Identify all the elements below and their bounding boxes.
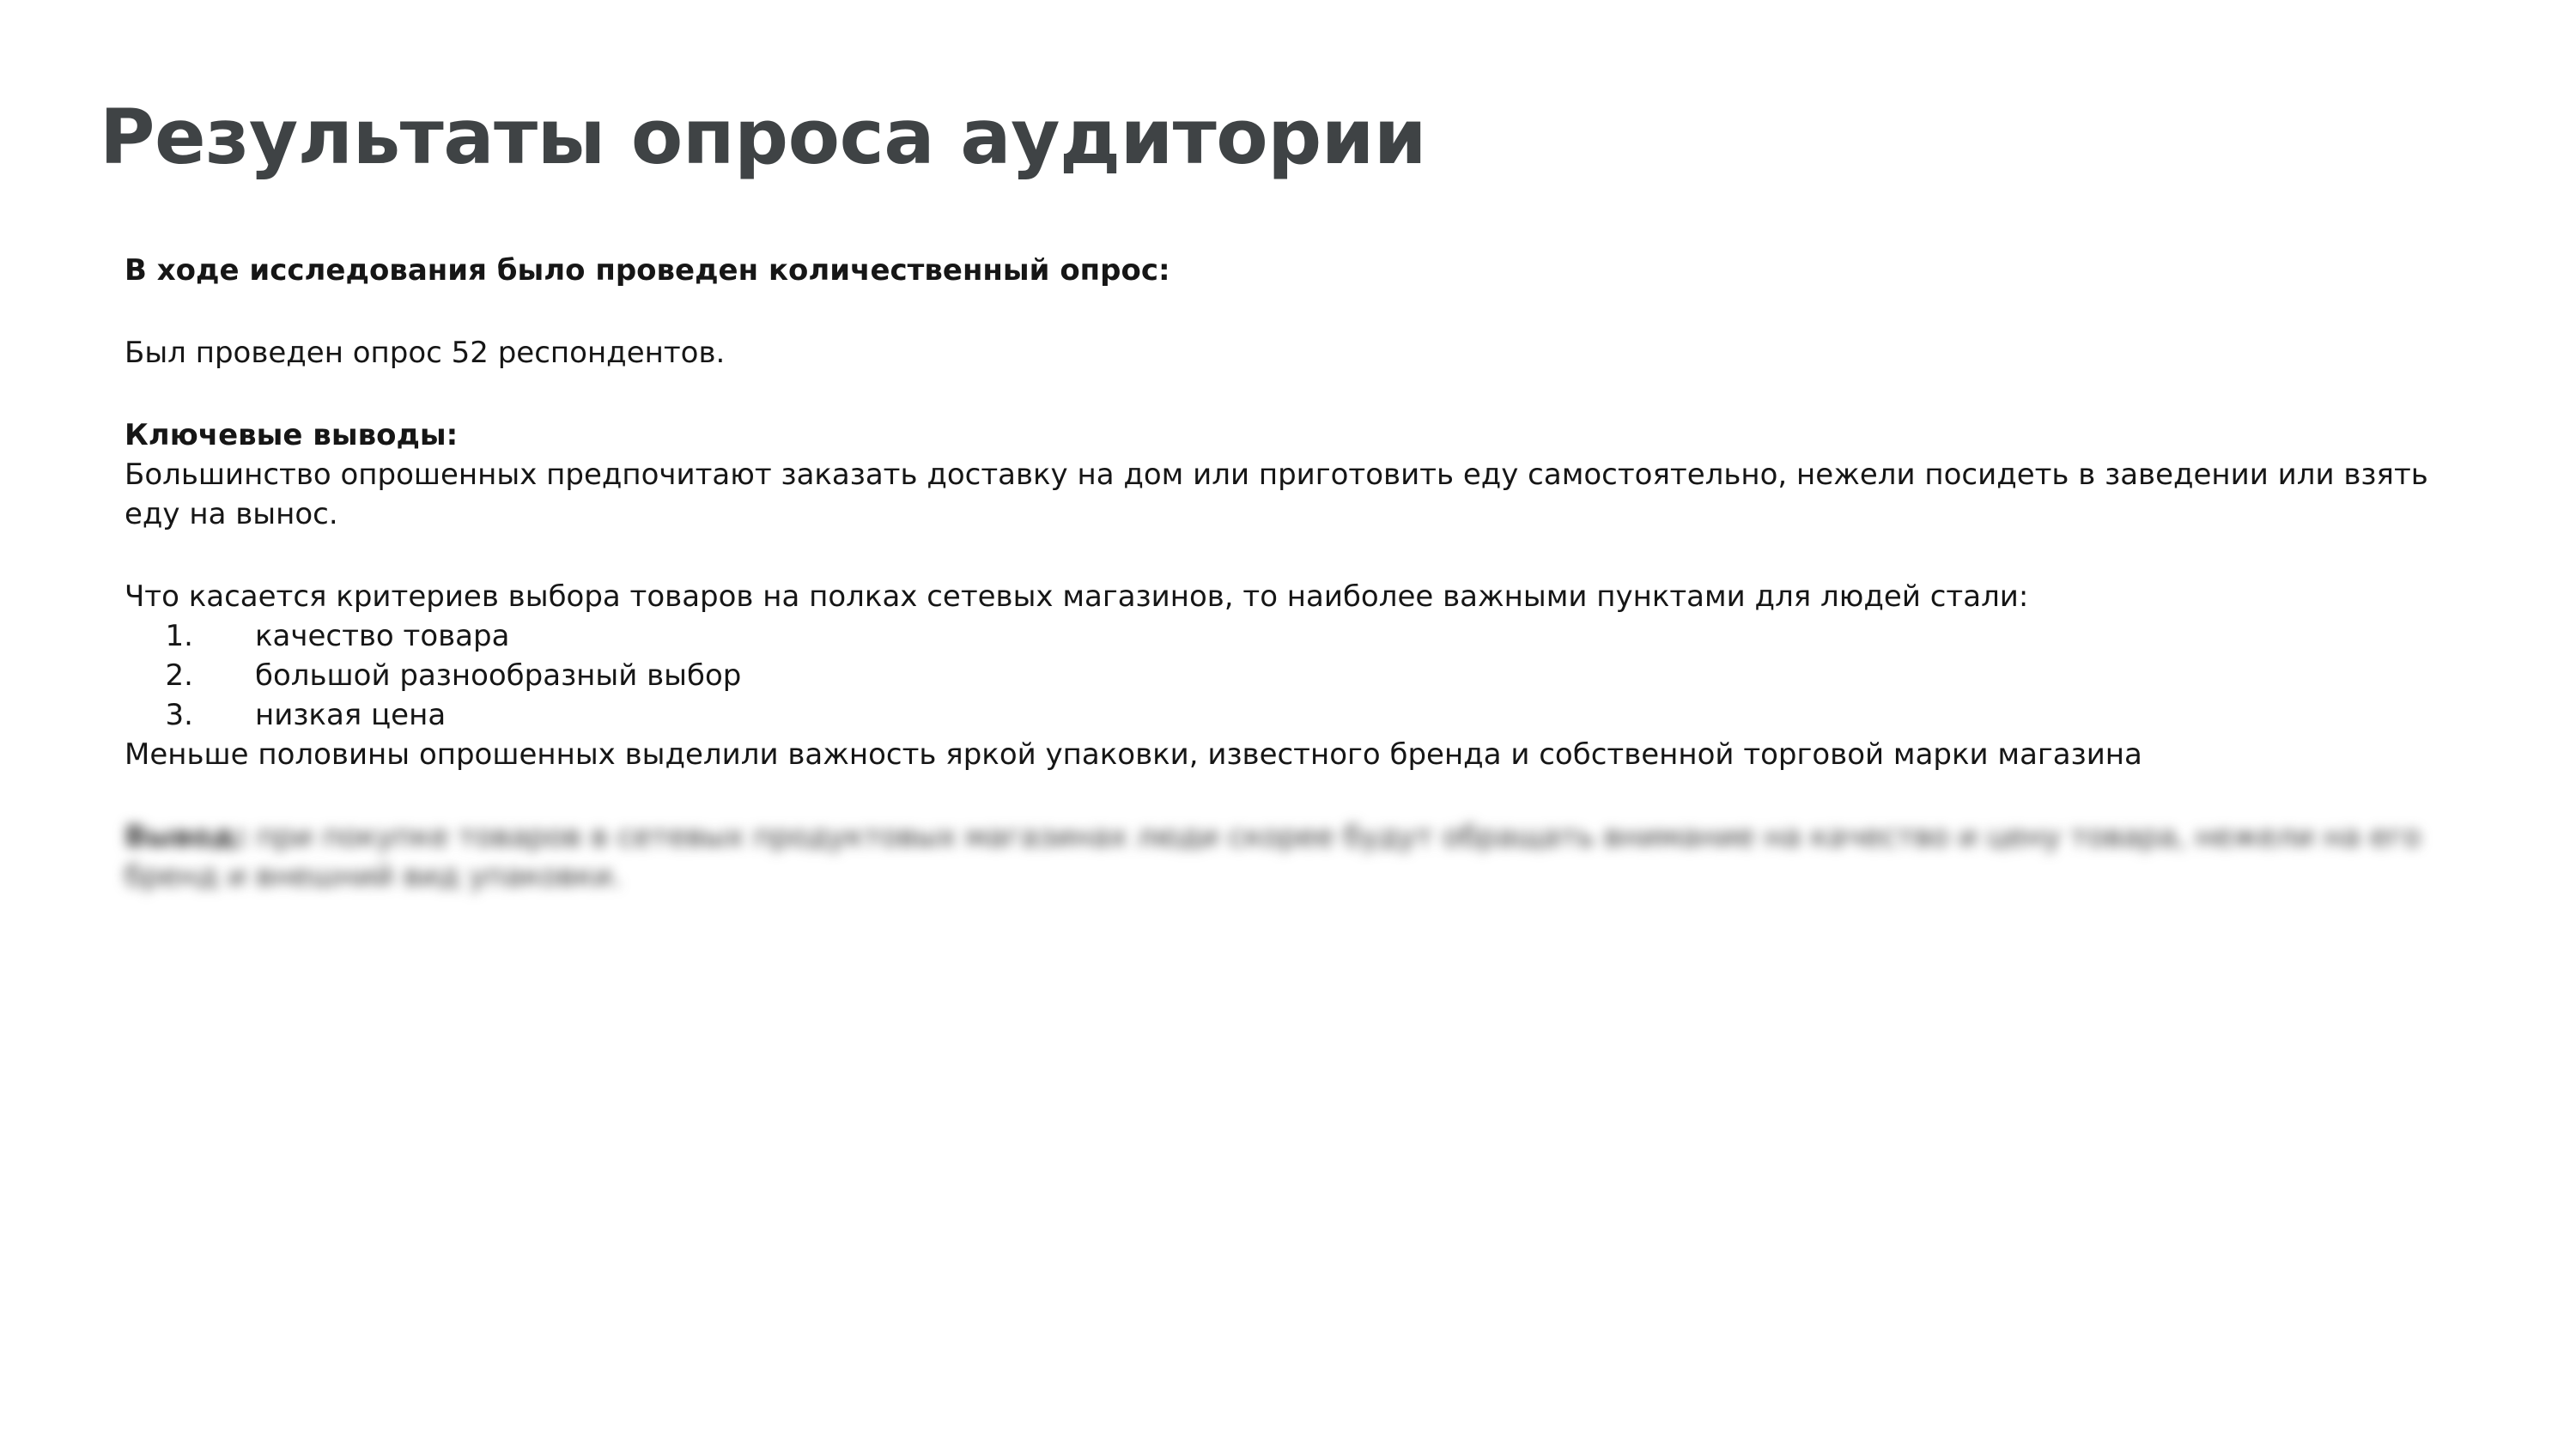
conclusion-label: Вывод: bbox=[125, 820, 247, 854]
respondents-text: Был проведен опрос 52 респондентов. bbox=[125, 336, 726, 370]
intro-heading: В ходе исследования было проведен количественный опрос: bbox=[125, 253, 1170, 288]
criteria-intro: Что касается критериев выбора товаров на полках сетевых магазинов, то наиболее важными пунктами для людей стали: bbox=[125, 579, 2029, 614]
list-item-number: 2. bbox=[165, 658, 193, 693]
key-findings-text: Большинство опрошенных предпочитают заказать доставку на дом или приготовить еду самостоятельно, нежели посидеть в заведении или взять еду на вынос. bbox=[125, 458, 2428, 531]
spacer bbox=[125, 373, 2443, 415]
list-item-number: 1. bbox=[165, 619, 193, 653]
criteria-list bbox=[125, 616, 2443, 735]
list-item-text: низкая цена bbox=[255, 698, 447, 732]
less-than-half-text: Меньше половины опрошенных выделили важность яркой упаковки, известного бренда и собственной торговой марки магазина bbox=[125, 737, 2142, 772]
list-item bbox=[125, 695, 2443, 735]
key-findings-heading: Ключевые выводы: bbox=[125, 418, 459, 452]
conclusion-text: при покупке товаров в сетевых продуктовых магазинах люди скорее будут обращать внимание на качество и цену товара, нежели на его бренд и внешний вид упаковки. bbox=[125, 820, 2421, 894]
list-item bbox=[125, 616, 2443, 656]
slide-body bbox=[125, 251, 2443, 896]
spacer bbox=[125, 534, 2443, 577]
spacer bbox=[125, 774, 2443, 817]
spacer bbox=[125, 290, 2443, 333]
list-item-number: 3. bbox=[165, 698, 193, 732]
list-item-text: большой разнообразный выбор bbox=[255, 658, 742, 693]
conclusion-paragraph bbox=[125, 817, 2443, 896]
slide-title: Результаты опроса аудитории bbox=[100, 93, 1427, 181]
list-item-text: качество товара bbox=[255, 619, 510, 653]
list-item bbox=[125, 656, 2443, 695]
